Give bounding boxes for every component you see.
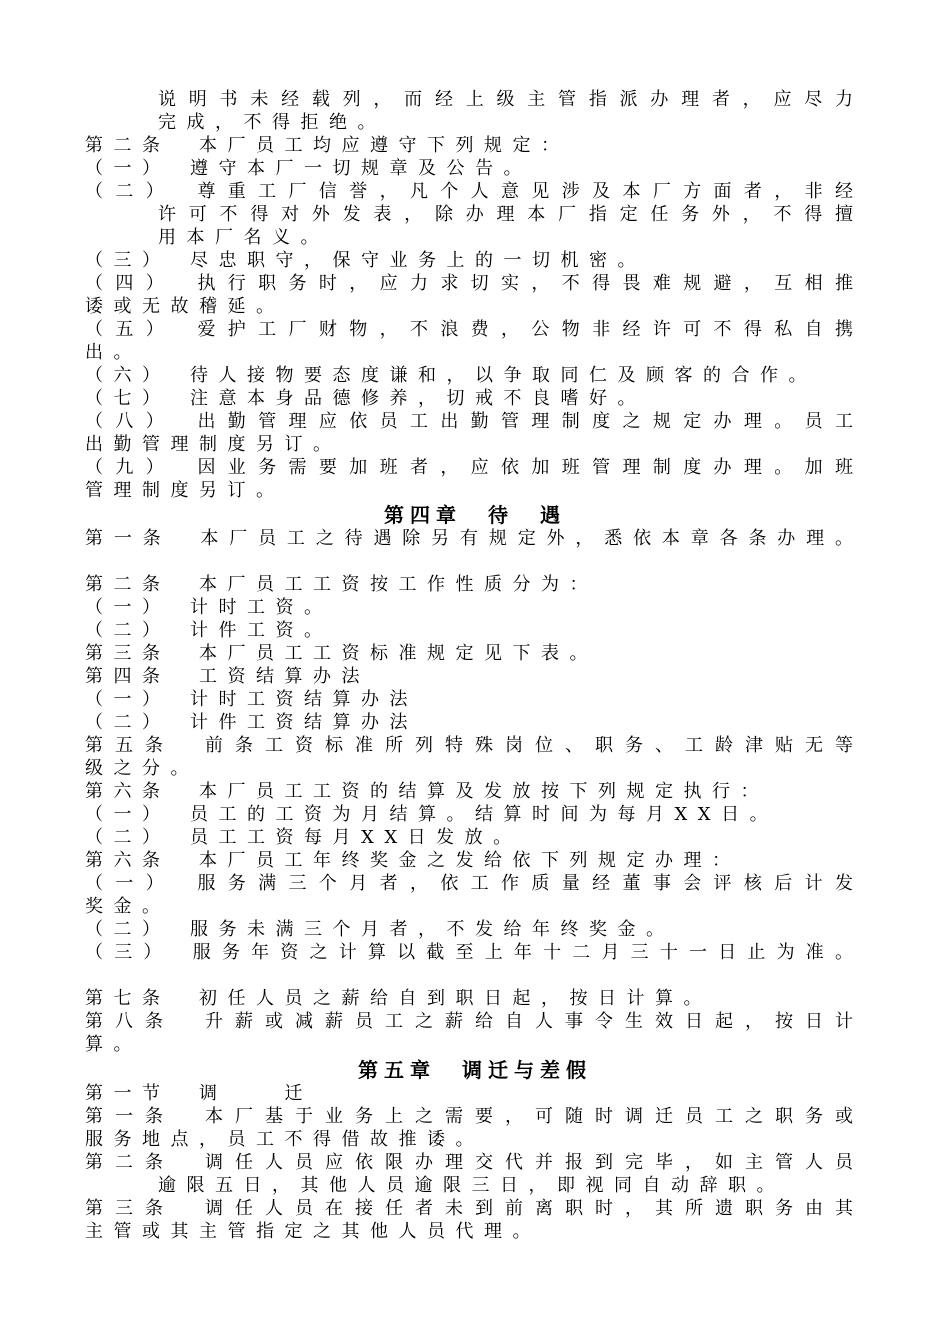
text-line: 主管或其主管指定之其他人员代理。 xyxy=(85,1221,541,1242)
clause-line: （一） 服务满三个月者，依工作质量经董事会评核后计发 xyxy=(85,873,857,894)
clause-line: （一） 计时工资结算办法 xyxy=(85,689,418,710)
clause-line: （一） 计时工资。 xyxy=(85,597,333,618)
text-line: 用本厂名义。 xyxy=(158,227,329,248)
clause-line: （二） 计件工资。 xyxy=(85,620,333,641)
clause-line: （九） 因业务需要加班者，应依加班管理制度办理。加班 xyxy=(85,457,857,478)
clause-line: （三） 服务年资之计算以截至上年十二月三十一日止为准。 xyxy=(85,942,857,963)
clause-line: （二） 尊重工厂信誉，凡个人意见涉及本厂方面者，非经 xyxy=(85,181,857,202)
text-line: 诿或无故稽延。 xyxy=(85,296,285,317)
text-line: 许可不得对外发表，除办理本厂指定任务外，不得擅 xyxy=(158,204,857,225)
text-line: 出。 xyxy=(85,342,142,363)
clause-line: （四） 执行职务时，应力求切实，不得畏难规避，互相推 xyxy=(85,273,857,294)
text-line: 管理制度另订。 xyxy=(85,480,285,501)
article-line: 第七条 初任人员之薪给自到职日起，按日计算。 xyxy=(85,988,712,1009)
chapter-heading: 第五章 调迁与差假 xyxy=(358,1058,592,1082)
article-line: 第三条 本厂员工工资标准规定见下表。 xyxy=(85,643,598,664)
text-line: 说明书未经载列，而经上级主管指派办理者，应尽力 xyxy=(158,89,857,110)
text-line: 出勤管理制度另订。 xyxy=(85,434,342,455)
clause-line: （二） 服务未满三个月者，不发给年终奖金。 xyxy=(85,919,675,940)
article-line: 第六条 本厂员工工资的结算及发放按下列规定执行： xyxy=(85,781,769,802)
article-line: 第二条 本厂员工均应遵守下列规定： xyxy=(85,135,570,156)
article-line: 第六条 本厂员工年终奖金之发给依下列规定办理： xyxy=(85,850,741,871)
article-line: 第一条 本厂员工之待遇除另有规定外，悉依本章各条办理。 xyxy=(85,528,857,549)
article-line: 第三条 调任人员在接任者未到前离职时，其所遗职务由其 xyxy=(85,1198,857,1219)
article-line: 第二条 本厂员工工资按工作性质分为： xyxy=(85,574,598,595)
clause-line: （六） 待人接物要态度谦和，以争取同仁及顾客的合作。 xyxy=(85,365,817,386)
clause-line: （五） 爱护工厂财物，不浪费，公物非经许可不得私自携 xyxy=(85,319,857,340)
article-line: 第二条 调任人员应依限办理交代并报到完毕，如主管人员 xyxy=(85,1152,857,1173)
clause-line: （一） 遵守本厂一切规章及公告。 xyxy=(85,158,532,179)
clause-line: （八） 出勤管理应依员工出勤管理制度之规定办理。员工 xyxy=(85,411,857,432)
section-line: 第一节 调 迁 xyxy=(85,1083,313,1104)
chapter-heading: 第四章 待 遇 xyxy=(384,503,566,527)
article-line: 第五条 前条工资标准所列特殊岗位、职务、工龄津贴无等 xyxy=(85,735,857,756)
article-line: 第一条 本厂基于业务上之需要，可随时调迁员工之职务或 xyxy=(85,1106,857,1127)
article-line: 第四条 工资结算办法 xyxy=(85,666,370,687)
text-line: 级之分。 xyxy=(85,758,199,779)
text-line: 奖金。 xyxy=(85,896,171,917)
clause-line: （三） 尽忠职守，保守业务上的一切机密。 xyxy=(85,250,646,271)
clause-line: （二） 员工工资每月XX日发放。 xyxy=(85,827,522,848)
clause-line: （一） 员工的工资为月结算。结算时间为每月XX日。 xyxy=(85,804,779,825)
text-line: 完成，不得拒绝。 xyxy=(158,112,386,133)
text-line: 逾限五日，其他人员逾限三日，即视同自动辞职。 xyxy=(158,1175,785,1196)
text-line: 算。 xyxy=(85,1034,142,1055)
clause-line: （二） 计件工资结算办法 xyxy=(85,712,418,733)
text-line: 服务地点，员工不得借故推诿。 xyxy=(85,1129,484,1150)
clause-line: （七） 注意本身品德修养，切戒不良嗜好。 xyxy=(85,388,646,409)
article-line: 第八条 升薪或减薪员工之薪给自人事令生效日起，按日计 xyxy=(85,1011,857,1032)
